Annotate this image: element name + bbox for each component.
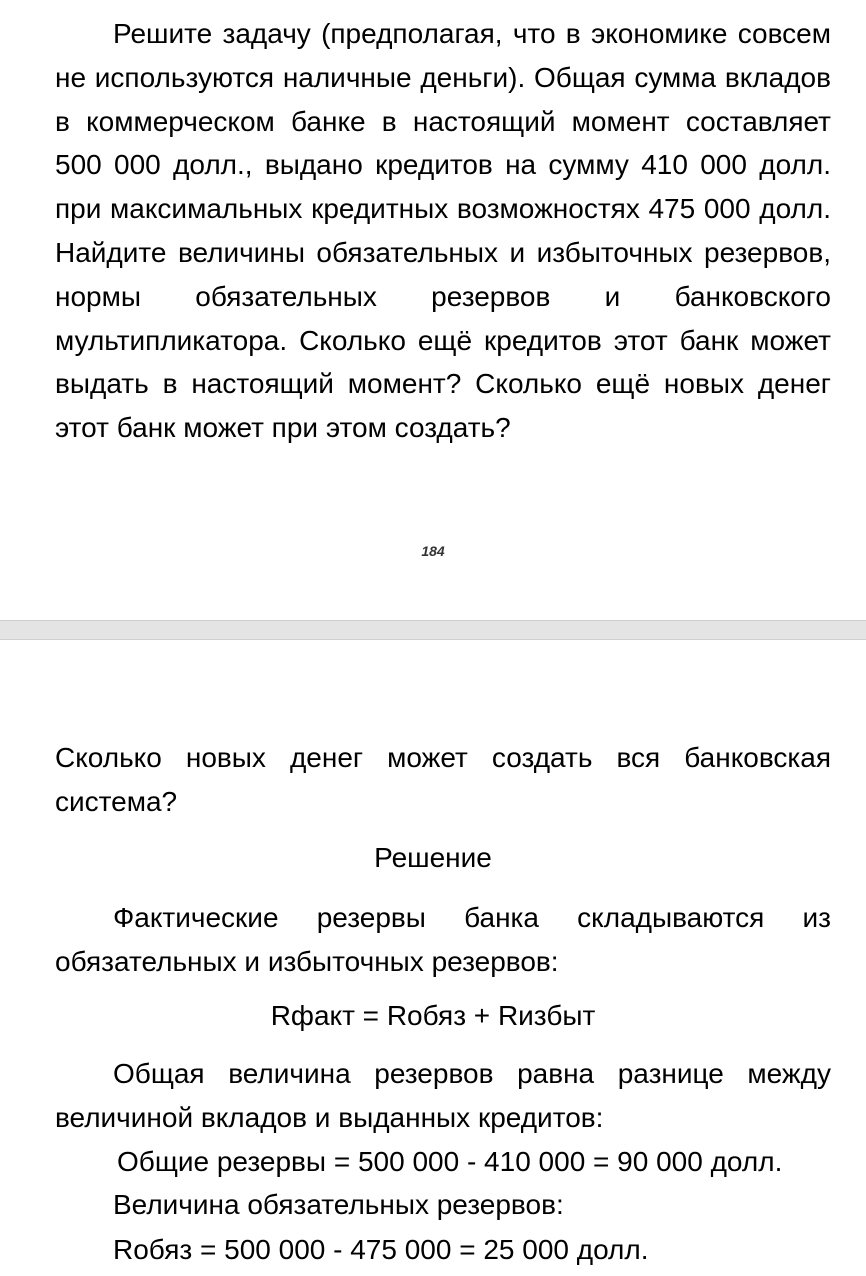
required-reserves-label: Величина обязательных резервов: bbox=[113, 1189, 564, 1220]
page-separator bbox=[0, 620, 866, 640]
document-page-1 bbox=[0, 0, 866, 620]
problem-paragraph: Решите задачу (предполагая, что в экономике совсем не используются наличные деньги). Общая сумма вкладов в коммерческом банке в настоящий момент составляет 500 000 долл., выдано кредитов на сумму 410 000 долл. при максимальных кредитных возможностях 475 000 долл. Найдите величины обязательных и избыточных резервов, нормы обязательных резервов и банковского мультипликатора. Сколько ещё кредитов этот банк может выдать в настоящий момент? Сколько ещё новых денег этот банк может при этом создать? bbox=[55, 18, 831, 444]
total-reserves-paragraph: Общая величина резервов равна разнице между величиной вкладов и выданных кредитов: bbox=[55, 1058, 831, 1133]
solution-heading: Решение bbox=[374, 842, 492, 873]
required-reserves-calculation: Rобяз = 500 000 - 475 000 = 25 000 долл. bbox=[113, 1234, 649, 1265]
reserves-formula: Rфакт = Rобяз + Rизбыт bbox=[270, 1000, 596, 1031]
page-number: 184 bbox=[421, 543, 445, 559]
reserves-paragraph: Фактические резервы банка складываются из обязательных и избыточных резервов: bbox=[55, 902, 831, 977]
document-page-2 bbox=[0, 640, 866, 1276]
continuation-paragraph: Сколько новых денег может создать вся банковская система? bbox=[55, 742, 831, 817]
total-reserves-calculation: Общие резервы = 500 000 - 410 000 = 90 000 долл. bbox=[117, 1146, 783, 1177]
